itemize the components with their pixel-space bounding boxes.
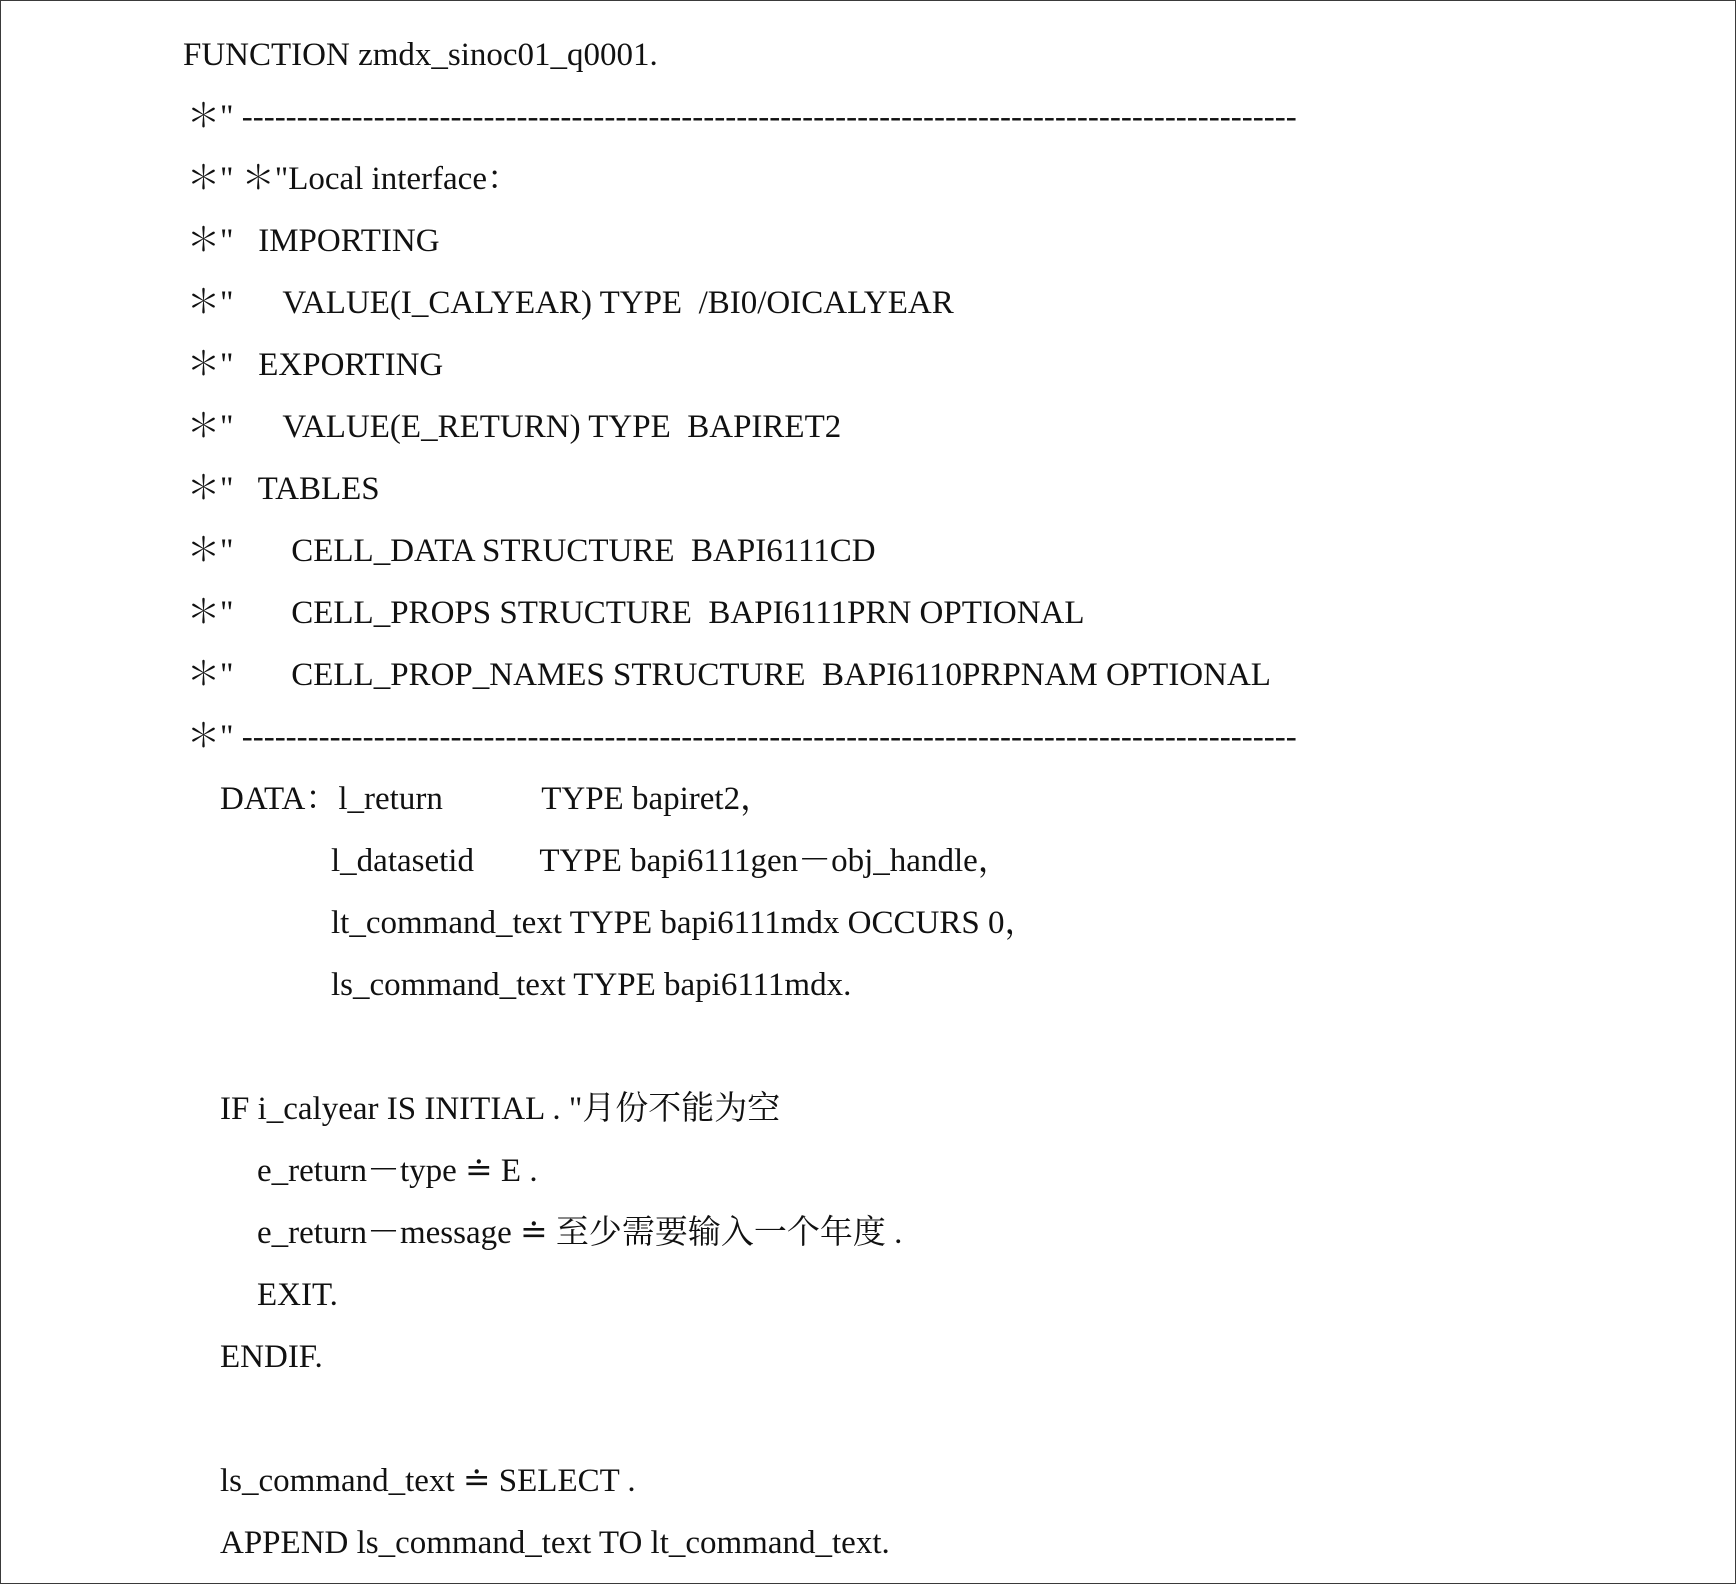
code-line-exit: EXIT. <box>257 1277 338 1313</box>
code-line-return-message: e_return－message ≐ 至少需要输入一个年度 . <box>257 1215 903 1251</box>
code-line-separator-bottom: ＊" ------------------------------------------------------------------------------------------------ <box>187 719 1297 755</box>
code-line-select: ls_command_text ≐ SELECT . <box>220 1463 636 1499</box>
code-line-append: APPEND ls_command_text TO lt_command_text. <box>220 1525 890 1561</box>
code-line-endif: ENDIF. <box>220 1339 323 1375</box>
code-line-exporting: ＊" EXPORTING <box>187 347 444 383</box>
code-listing <box>1 1 1736 1585</box>
code-line-function: FUNCTION zmdx_sinoc01_q0001. <box>183 37 658 73</box>
code-line-if-initial: IF i_calyear IS INITIAL . "月份不能为空 <box>220 1091 781 1127</box>
code-line-ls-command-text: ls_command_text TYPE bapi6111mdx. <box>331 967 852 1003</box>
code-line-value-calyear: ＊" VALUE(I_CALYEAR) TYPE /BI0/OICALYEAR <box>187 285 954 321</box>
code-line-data-return: DATA：l_return TYPE bapiret2， <box>220 781 774 817</box>
code-line-separator-top: ＊" ------------------------------------------------------------------------------------------------ <box>187 99 1297 135</box>
code-line-return-type: e_return－type ≐ E . <box>257 1153 538 1189</box>
code-line-cell-prop-names: ＊" CELL_PROP_NAMES STRUCTURE BAPI6110PRPNAM OPTIONAL <box>187 657 1271 693</box>
code-line-tables: ＊" TABLES <box>187 471 380 507</box>
code-line-lt-command-text: lt_command_text TYPE bapi6111mdx OCCURS 0， <box>331 905 1038 941</box>
code-line-value-return: ＊" VALUE(E_RETURN) TYPE BAPIRET2 <box>187 409 842 445</box>
code-line-local-interface: ＊" ＊"Local interface： <box>187 161 520 197</box>
code-line-importing: ＊" IMPORTING <box>187 223 440 259</box>
code-line-datasetid: l_datasetid TYPE bapi6111gen－obj_handle， <box>331 843 1011 879</box>
code-line-cell-props: ＊" CELL_PROPS STRUCTURE BAPI6111PRN OPTIONAL <box>187 595 1085 631</box>
code-line-cell-data: ＊" CELL_DATA STRUCTURE BAPI6111CD <box>187 533 876 569</box>
